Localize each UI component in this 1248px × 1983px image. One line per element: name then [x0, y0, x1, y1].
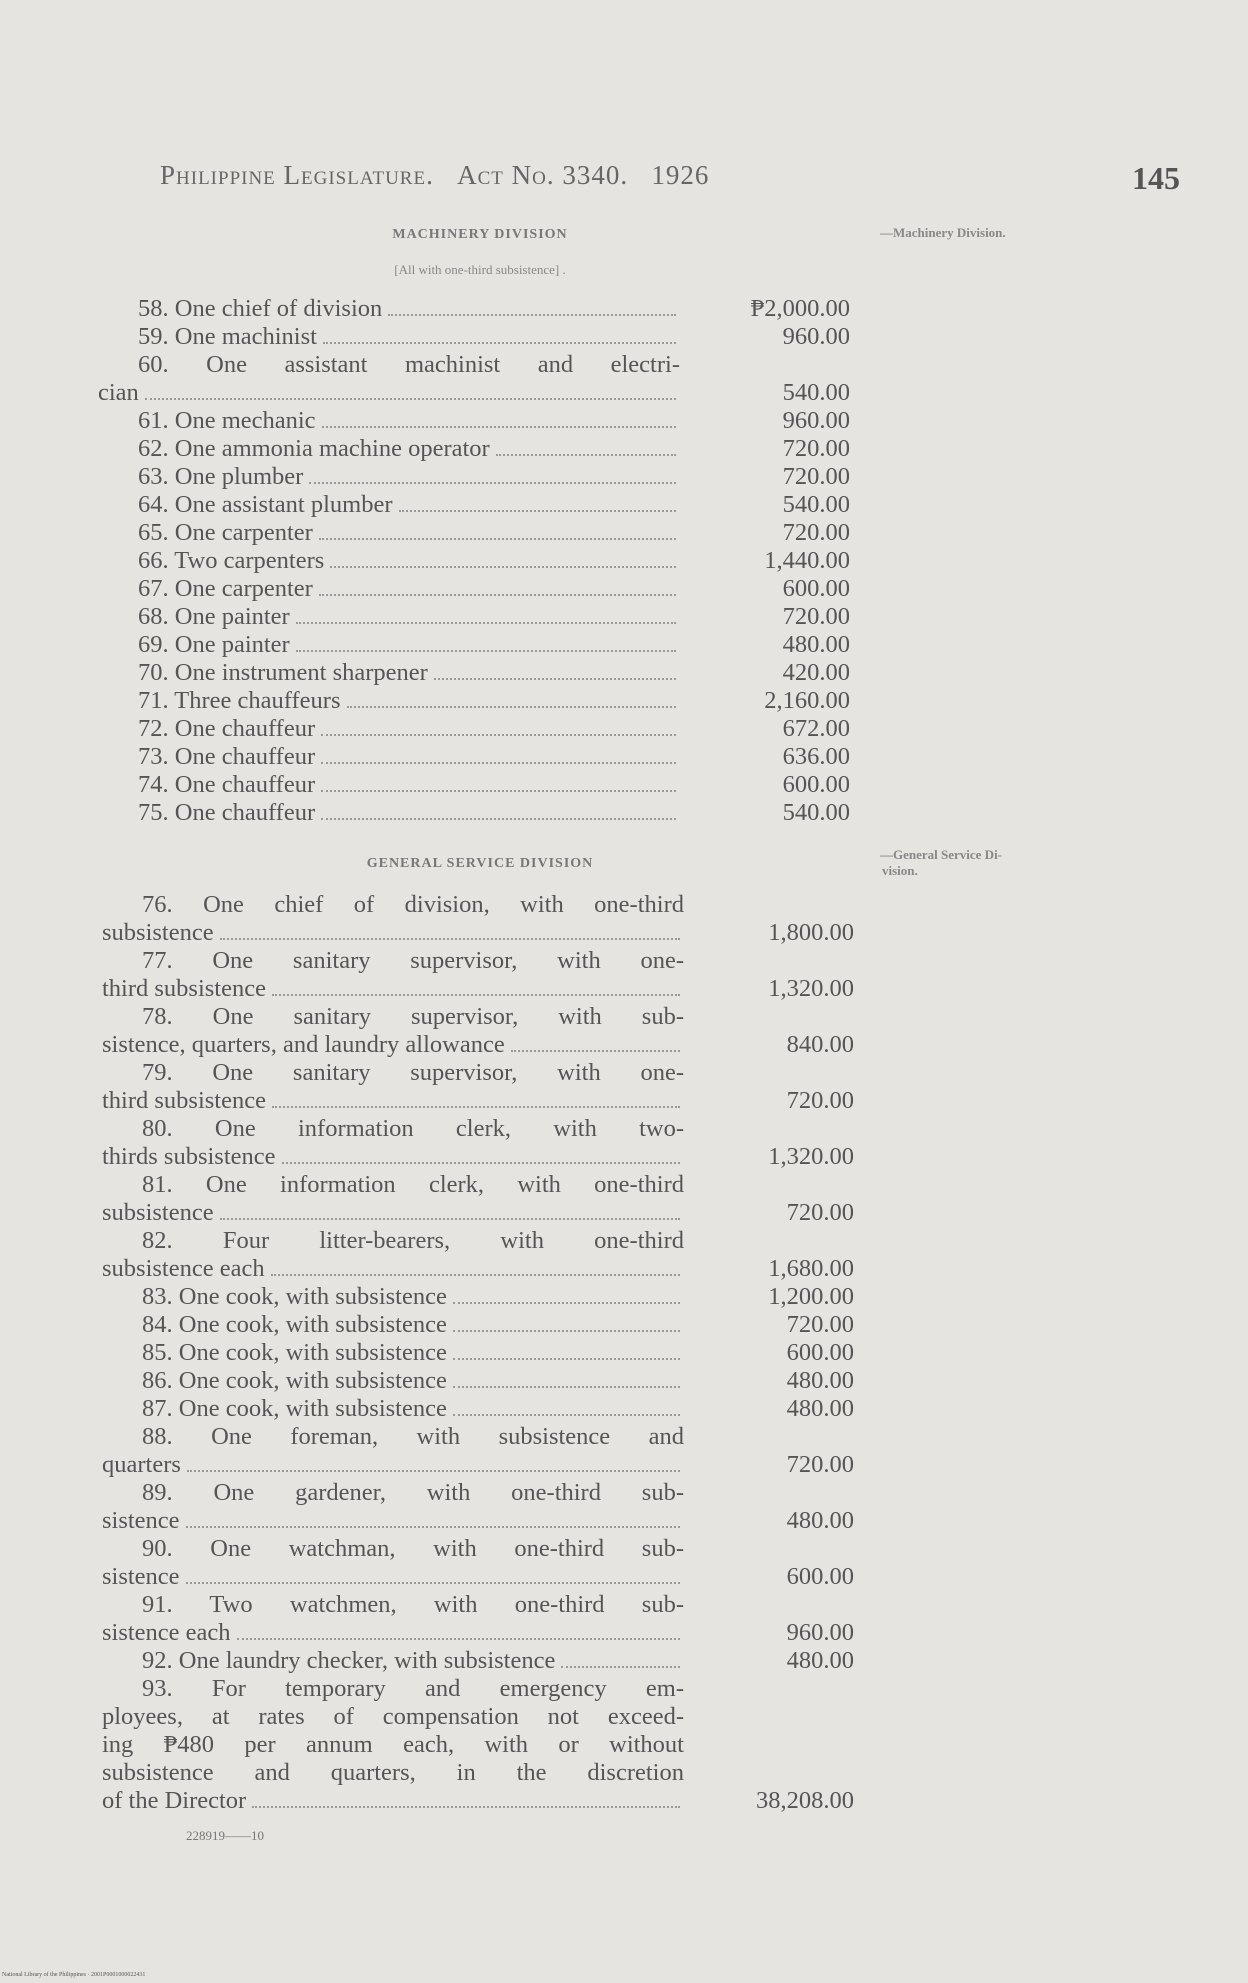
machinery-item-row-line [98, 575, 680, 603]
dot-leader [272, 993, 680, 996]
general-service-item-row-line [102, 1199, 684, 1227]
machinery-item-row-label: 72. One chauffeur [138, 715, 316, 742]
general-service-item-row-line [102, 1255, 684, 1283]
general-service-item-row-amount: 720.00 [786, 1199, 854, 1226]
machinery-item-row [98, 659, 850, 687]
machinery-item-row-text [98, 351, 680, 407]
general-service-item-row-line [102, 1087, 684, 1115]
general-service-item-row-text [102, 1171, 684, 1227]
machinery-item-row [98, 603, 850, 631]
general-service-item-row-label: subsistence [102, 1199, 214, 1226]
general-service-item-row-line: 88. One foreman, with subsistence and [142, 1423, 684, 1450]
machinery-item-row-text [98, 463, 680, 491]
general-service-item-row-label: subsistence each [102, 1255, 265, 1282]
general-service-item-row-line [102, 1563, 684, 1591]
machinery-item-row-line [98, 323, 680, 351]
machinery-item-row [98, 435, 850, 463]
general-service-item-row [102, 891, 854, 947]
machinery-side-note: —Machinery Division. [880, 225, 1006, 240]
machinery-item-row-amount: 600.00 [782, 771, 850, 798]
general-service-item-row-line [102, 1311, 684, 1339]
general-service-item-row-text [102, 1367, 684, 1395]
dot-leader [388, 313, 676, 316]
machinery-item-row-line [98, 799, 680, 827]
dot-leader [271, 1273, 680, 1276]
general-service-item-row [102, 1479, 854, 1535]
general-service-item-row-amount: 720.00 [786, 1311, 854, 1338]
machinery-item-row-line: 60. One assistant machinist and electri- [138, 351, 680, 378]
machinery-item-row-amount: 720.00 [782, 435, 850, 462]
machinery-division-note: [All with one-third subsistence] . [394, 262, 566, 277]
machinery-item-row [98, 323, 850, 351]
machinery-item-row-label: 65. One carpenter [138, 519, 313, 546]
machinery-item-row [98, 519, 850, 547]
dot-leader [321, 761, 676, 764]
general-service-item-row-text [102, 947, 684, 1003]
machinery-item-row-line [98, 519, 680, 547]
general-service-item-row-line: 89. One gardener, with one-third sub- [142, 1479, 684, 1506]
general-service-item-row [102, 1367, 854, 1395]
machinery-item-row [98, 547, 850, 575]
general-service-item-row-text [102, 1535, 684, 1591]
general-service-division-heading: GENERAL SERVICE DIVISION [366, 856, 594, 871]
machinery-item-row-amount: 960.00 [782, 323, 850, 350]
general-service-item-row [102, 1395, 854, 1423]
general-service-item-row-amount: 1,320.00 [768, 1143, 854, 1170]
machinery-item-row [98, 295, 850, 323]
machinery-item-row-line [98, 743, 680, 771]
general-service-item-row-label: third subsistence [102, 975, 266, 1002]
general-service-item-row-text [102, 1423, 684, 1479]
dot-leader [434, 677, 676, 680]
machinery-item-row-amount: 720.00 [782, 463, 850, 490]
dot-leader [453, 1413, 680, 1416]
page-number: 145 [1132, 160, 1180, 196]
dot-leader [252, 1805, 680, 1808]
general-service-item-row-amount: 1,320.00 [768, 975, 854, 1002]
general-service-item-row-amount: 1,680.00 [768, 1255, 854, 1282]
general-service-item-row-label: 85. One cook, with subsistence [142, 1339, 447, 1366]
running-head [160, 160, 1180, 191]
general-service-item-row-label: 87. One cook, with subsistence [142, 1395, 447, 1422]
general-service-item-row [102, 1003, 854, 1059]
dot-leader [399, 509, 677, 512]
general-service-item-row-label: sistence each [102, 1619, 231, 1646]
general-service-item-row [102, 1115, 854, 1171]
general-service-item-row-line [102, 1143, 684, 1171]
printer-signature: 228919——10 [186, 1828, 264, 1843]
general-service-item-row-text [102, 1283, 684, 1311]
dot-leader [453, 1329, 680, 1332]
general-service-item-row-label: thirds subsistence [102, 1143, 276, 1170]
general-service-item-row-label: 86. One cook, with subsistence [142, 1367, 447, 1394]
general-service-item-row-line: 76. One chief of division, with one-third [142, 891, 684, 918]
machinery-item-row-line [98, 631, 680, 659]
machinery-item-row-label: 71. Three chauffeurs [138, 687, 341, 714]
general-service-item-row [102, 1171, 854, 1227]
act-year: 1926 [651, 160, 710, 190]
machinery-item-row-line [98, 407, 680, 435]
dot-leader [453, 1385, 680, 1388]
general-service-side-note [880, 847, 1080, 879]
machinery-item-row [98, 351, 850, 407]
running-title: Philippine Legislature. [160, 160, 434, 190]
general-service-item-row-line: 93. For temporary and emergency em- [142, 1675, 684, 1702]
machinery-item-row-amount: ₱2,000.00 [750, 295, 850, 322]
machinery-item-row-line [98, 547, 680, 575]
machinery-item-row-label: 63. One plumber [138, 463, 304, 490]
machinery-item-row-amount: 960.00 [782, 407, 850, 434]
general-service-item-row-label: 92. One laundry checker, with subsistence [142, 1647, 556, 1674]
general-service-item-row-line: 77. One sanitary supervisor, with one- [142, 947, 684, 974]
general-service-item-row-line [102, 1031, 684, 1059]
general-service-item-row-amount: 38,208.00 [756, 1787, 854, 1814]
machinery-item-row-label: 73. One chauffeur [138, 743, 316, 770]
general-service-item-row-amount: 720.00 [786, 1087, 854, 1114]
general-service-item-row-line [102, 1647, 684, 1675]
machinery-item-row-text [98, 659, 680, 687]
machinery-item-row-amount: 540.00 [782, 799, 850, 826]
dot-leader [561, 1665, 680, 1668]
general-service-item-row-text [102, 891, 684, 947]
general-service-item-row-line: 79. One sanitary supervisor, with one- [142, 1059, 684, 1086]
machinery-item-row-amount: 480.00 [782, 631, 850, 658]
dot-leader [296, 621, 676, 624]
machinery-item-row-line [98, 687, 680, 715]
machinery-item-row [98, 491, 850, 519]
general-service-item-row-amount: 1,200.00 [768, 1283, 854, 1310]
machinery-item-row-text [98, 295, 680, 323]
general-service-item-row-line: 78. One sanitary supervisor, with sub- [142, 1003, 684, 1030]
machinery-item-row [98, 715, 850, 743]
general-service-item-row-label: of the Director [102, 1787, 247, 1814]
machinery-item-row-text [98, 603, 680, 631]
machinery-item-row-amount: 420.00 [782, 659, 850, 686]
general-service-item-row-text [102, 1311, 684, 1339]
machinery-item-row-text [98, 771, 680, 799]
general-service-item-row-text [102, 1591, 684, 1647]
dot-leader [323, 341, 676, 344]
general-service-item-row-line: subsistence and quarters, in the discretion [102, 1759, 684, 1786]
general-service-item-row-amount: 600.00 [786, 1339, 854, 1366]
general-service-item-row-label: subsistence [102, 919, 214, 946]
dot-leader [186, 1525, 680, 1528]
machinery-item-row-label: 75. One chauffeur [138, 799, 316, 826]
machinery-item-row-label: 68. One painter [138, 603, 290, 630]
general-service-item-row-line [102, 1339, 684, 1367]
dot-leader [511, 1049, 680, 1052]
machinery-item-row-label: 64. One assistant plumber [138, 491, 393, 518]
machinery-item-row-label: 59. One machinist [138, 323, 317, 350]
machinery-item-row-line [98, 603, 680, 631]
general-service-item-row-amount: 720.00 [786, 1451, 854, 1478]
dot-leader [296, 649, 676, 652]
machinery-item-row-text [98, 743, 680, 771]
machinery-item-row-text [98, 491, 680, 519]
machinery-item-row-label: 69. One painter [138, 631, 290, 658]
machinery-item-row-amount: 600.00 [782, 575, 850, 602]
general-service-item-row-amount: 840.00 [786, 1031, 854, 1058]
general-service-item-row-line [102, 1507, 684, 1535]
general-service-item-row-line [102, 1619, 684, 1647]
general-service-item-row [102, 1535, 854, 1591]
machinery-item-row-label: 66. Two carpenters [138, 547, 325, 574]
machinery-item-row-amount: 672.00 [782, 715, 850, 742]
general-service-item-row [102, 1647, 854, 1675]
machinery-item-row-amount: 636.00 [782, 743, 850, 770]
general-service-item-row-text [102, 1003, 684, 1059]
dot-leader [220, 937, 680, 940]
general-service-item-row [102, 1283, 854, 1311]
machinery-item-row-label: 62. One ammonia machine operator [138, 435, 490, 462]
general-service-item-row [102, 1059, 854, 1115]
machinery-item-row [98, 799, 850, 827]
machinery-item-row-text [98, 687, 680, 715]
machinery-item-row-amount: 1,440.00 [764, 547, 850, 574]
dot-leader [322, 425, 676, 428]
general-service-item-row-label: sistence [102, 1563, 180, 1590]
general-service-item-row-label: third subsistence [102, 1087, 266, 1114]
general-service-item-row [102, 947, 854, 1003]
machinery-item-row-line [98, 295, 680, 323]
dot-leader [330, 565, 676, 568]
machinery-item-row-label: 67. One carpenter [138, 575, 313, 602]
machinery-item-row-text [98, 407, 680, 435]
general-service-item-row-amount: 480.00 [786, 1647, 854, 1674]
machinery-item-row-amount: 540.00 [782, 379, 850, 406]
dot-leader [321, 817, 676, 820]
digitization-imprint: National Library of the Philippines · 2001P0001000022431 [2, 1972, 146, 1978]
general-service-side-note-line-1: —General Service Di- [880, 847, 1003, 862]
machinery-item-row-line [98, 771, 680, 799]
general-service-item-row-line [102, 1395, 684, 1423]
machinery-item-row-line [98, 491, 680, 519]
general-service-item-row [102, 1339, 854, 1367]
dot-leader [453, 1301, 680, 1304]
machinery-division-heading: MACHINERY DIVISION [392, 227, 568, 242]
machinery-item-row-amount: 720.00 [782, 603, 850, 630]
machinery-item-row [98, 575, 850, 603]
dot-leader [453, 1357, 680, 1360]
general-service-item-row-text [102, 1647, 684, 1675]
dot-leader [237, 1637, 680, 1640]
dot-leader [220, 1217, 680, 1220]
general-service-item-row-line: ployees, at rates of compensation not exceed- [102, 1703, 684, 1730]
machinery-item-row-amount: 540.00 [782, 491, 850, 518]
general-service-item-row-text [102, 1059, 684, 1115]
machinery-item-row [98, 771, 850, 799]
general-service-item-row-label: sistence, quarters, and laundry allowance [102, 1031, 505, 1058]
dot-leader [321, 733, 676, 736]
general-service-item-row [102, 1311, 854, 1339]
general-service-items [102, 891, 854, 1815]
general-service-item-row-label: quarters [102, 1451, 181, 1478]
general-service-item-row-amount: 480.00 [786, 1395, 854, 1422]
general-service-item-row-line [102, 1787, 684, 1815]
machinery-items [98, 295, 850, 827]
machinery-item-row [98, 407, 850, 435]
machinery-item-row-label: 70. One instrument sharpener [138, 659, 428, 686]
machinery-item-row-text [98, 323, 680, 351]
general-service-item-row-label: 83. One cook, with subsistence [142, 1283, 447, 1310]
machinery-item-row-label: 61. One mechanic [138, 407, 316, 434]
general-service-item-row-amount: 480.00 [786, 1507, 854, 1534]
general-service-item-row-line: ing ₱480 per annum each, with or without [102, 1731, 684, 1758]
general-service-item-row [102, 1423, 854, 1479]
machinery-item-row-label: cian [98, 379, 139, 406]
machinery-item-row-line [98, 463, 680, 491]
general-service-item-row-amount: 960.00 [786, 1619, 854, 1646]
general-service-item-row-line [102, 919, 684, 947]
general-service-item-row-amount: 600.00 [786, 1563, 854, 1590]
general-service-item-row-amount: 1,800.00 [768, 919, 854, 946]
general-service-item-row-text [102, 1395, 684, 1423]
general-service-item-row-line: 82. Four litter-bearers, with one-third [142, 1227, 684, 1254]
general-service-item-row [102, 1227, 854, 1283]
machinery-item-row [98, 687, 850, 715]
general-service-item-row-line: 90. One watchman, with one-third sub- [142, 1535, 684, 1562]
dot-leader [319, 593, 676, 596]
dot-leader [187, 1469, 680, 1472]
dot-leader [347, 705, 677, 708]
general-service-item-row-line [102, 1367, 684, 1395]
general-service-item-row-text [102, 1479, 684, 1535]
general-service-item-row [102, 1675, 854, 1815]
machinery-item-row-amount: 2,160.00 [764, 687, 850, 714]
general-service-item-row [102, 1591, 854, 1647]
dot-leader [186, 1581, 680, 1584]
machinery-item-row [98, 743, 850, 771]
machinery-item-row-text [98, 435, 680, 463]
general-service-item-row-amount: 480.00 [786, 1367, 854, 1394]
dot-leader [309, 481, 676, 484]
general-service-item-row-line: 91. Two watchmen, with one-third sub- [142, 1591, 684, 1618]
machinery-item-row-line [98, 435, 680, 463]
general-service-item-row-text [102, 1227, 684, 1283]
machinery-item-row-label: 74. One chauffeur [138, 771, 316, 798]
machinery-item-row-text [98, 575, 680, 603]
general-service-item-row-line: 81. One information clerk, with one-third [142, 1171, 684, 1198]
dot-leader [319, 537, 676, 540]
machinery-item-row [98, 463, 850, 491]
general-service-item-row-line [102, 1451, 684, 1479]
machinery-item-row-label: 58. One chief of division [138, 295, 383, 322]
dot-leader [282, 1161, 680, 1164]
machinery-item-row-line [98, 659, 680, 687]
machinery-item-row-amount: 720.00 [782, 519, 850, 546]
machinery-item-row-text [98, 519, 680, 547]
general-service-item-row-line: 80. One information clerk, with two- [142, 1115, 684, 1142]
dot-leader [496, 453, 676, 456]
dot-leader [321, 789, 676, 792]
machinery-item-row-text [98, 715, 680, 743]
general-service-item-row-line [102, 1283, 684, 1311]
general-service-item-row-text [102, 1675, 684, 1815]
general-service-item-row-text [102, 1115, 684, 1171]
act-number: Act No. 3340. [457, 160, 629, 190]
general-service-item-row-label: 84. One cook, with subsistence [142, 1311, 447, 1338]
machinery-item-row-line [98, 379, 680, 407]
general-service-item-row-label: sistence [102, 1507, 180, 1534]
dot-leader [145, 397, 676, 400]
machinery-item-row-line [98, 715, 680, 743]
dot-leader [272, 1105, 680, 1108]
general-service-item-row-text [102, 1339, 684, 1367]
machinery-item-row-text [98, 547, 680, 575]
machinery-item-row-text [98, 799, 680, 827]
machinery-item-row [98, 631, 850, 659]
general-service-item-row-line [102, 975, 684, 1003]
general-service-side-note-line-2: vision. [882, 863, 918, 878]
machinery-item-row-text [98, 631, 680, 659]
